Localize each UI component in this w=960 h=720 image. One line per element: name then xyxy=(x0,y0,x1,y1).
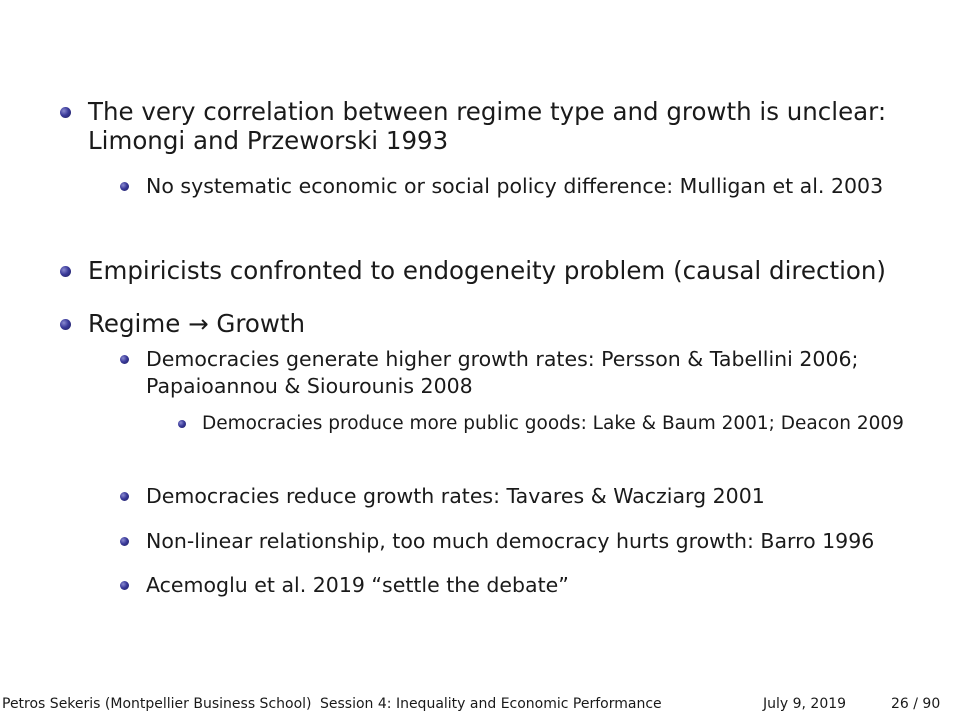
footer-date: July 9, 2019 xyxy=(763,696,847,712)
bullet-text: Acemoglu et al. 2019 “settle the debate” xyxy=(146,573,569,597)
footer-page-number: 26 / 90 xyxy=(891,696,941,712)
bullet-dot-icon xyxy=(60,266,71,277)
bullet-dot-icon xyxy=(120,581,129,590)
bullet-dot-icon xyxy=(60,107,71,118)
bullet-text: Democracies produce more public goods: Lake & Baum 2001; Deacon 2009 xyxy=(202,413,904,434)
bullet-text: Regime → Growth xyxy=(88,309,306,338)
bullet-text: Empiricists confronted to endogeneity problem (causal direction) xyxy=(88,256,886,285)
footer-author: Petros Sekeris (Montpellier Business School) xyxy=(2,696,312,712)
bullet-text: Democracies reduce growth rates: Tavares & Wacziarg 2001 xyxy=(146,484,765,508)
bullet-dot-icon xyxy=(120,537,129,546)
bullet-dot-icon xyxy=(120,355,129,364)
bullet-dot-icon xyxy=(120,182,129,191)
bullet-text: No systematic economic or social policy difference: Mulligan et al. 2003 xyxy=(146,174,884,198)
bullet-dot-icon xyxy=(60,319,71,330)
slide-footer xyxy=(0,690,960,720)
footer-session-title: Session 4: Inequality and Economic Performance xyxy=(320,696,662,712)
bullet-text: Non-linear relationship, too much democracy hurts growth: Barro 1996 xyxy=(146,529,875,553)
bullet-text: The very correlation between regime type and growth is unclear: Limongi and Przeworski 1993 xyxy=(88,97,887,156)
bullet-dot-icon xyxy=(120,492,129,501)
bullet-text: Democracies generate higher growth rates: Persson & Tabellini 2006; Papaioannou & Siourounis 2008 xyxy=(146,347,859,399)
bullet-dot-icon xyxy=(178,420,186,428)
